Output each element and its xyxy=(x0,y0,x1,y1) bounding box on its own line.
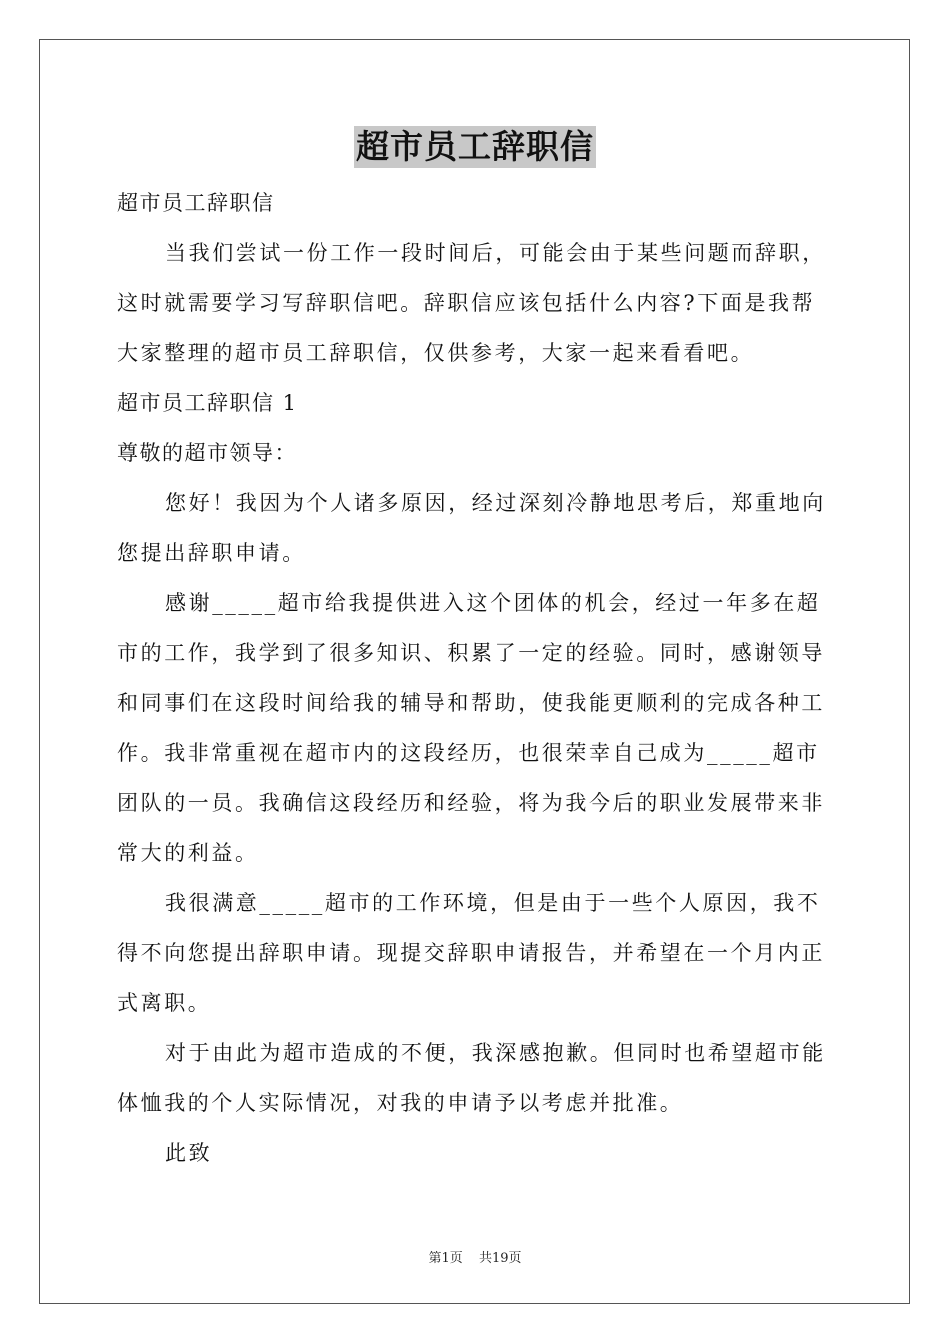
paragraph-line: 得不向您提出辞职申请。现提交辞职申请报告，并希望在一个月内正 xyxy=(117,941,825,965)
paragraph-line: 团队的一员。我确信这段经历和经验，将为我今后的职业发展带来非 xyxy=(117,791,825,815)
paragraph-line: 常大的利益。 xyxy=(117,841,259,865)
paragraph-line: 您好！我因为个人诸多原因，经过深刻冷静地思考后，郑重地向 xyxy=(165,491,826,515)
paragraph-line: 对于由此为超市造成的不便，我深感抱歉。但同时也希望超市能 xyxy=(165,1041,826,1065)
document-subtitle: 超市员工辞职信 xyxy=(117,191,275,215)
paragraph-line: 市的工作，我学到了很多知识、积累了一定的经验。同时，感谢领导 xyxy=(117,641,825,665)
letter-heading: 超市员工辞职信 1 xyxy=(117,391,298,415)
paragraph-line: 您提出辞职申请。 xyxy=(117,541,306,565)
paragraph-line: 体恤我的个人实际情况，对我的申请予以考虑并批准。 xyxy=(117,1091,684,1115)
paragraph-line: 感谢_____超市给我提供进入这个团体的机会，经过一年多在超 xyxy=(165,591,821,615)
title-container xyxy=(0,126,950,168)
intro-line: 这时就需要学习写辞职信吧。辞职信应该包括什么内容?下面是我帮 xyxy=(117,291,816,315)
page-total: 共19页 xyxy=(478,1251,522,1266)
intro-line: 当我们尝试一份工作一段时间后，可能会由于某些问题而辞职， xyxy=(165,241,826,265)
paragraph-line: 我很满意_____超市的工作环境，但是由于一些个人原因，我不 xyxy=(165,891,821,915)
intro-line: 大家整理的超市员工辞职信，仅供参考，大家一起来看看吧。 xyxy=(117,341,755,365)
salutation: 尊敬的超市领导： xyxy=(117,441,297,465)
closing: 此致 xyxy=(165,1141,213,1165)
document-title: 超市员工辞职信 xyxy=(356,127,594,166)
document-body xyxy=(117,178,833,1178)
paragraph-line: 式离职。 xyxy=(117,991,212,1015)
paragraph-line: 和同事们在这段时间给我的辅导和帮助，使我能更顺利的完成各种工 xyxy=(117,691,825,715)
paragraph-line: 作。我非常重视在超市内的这段经历，也很荣幸自己成为_____超市 xyxy=(117,741,820,765)
page-footer xyxy=(0,1247,950,1266)
page-number: 第1页 xyxy=(428,1251,463,1266)
